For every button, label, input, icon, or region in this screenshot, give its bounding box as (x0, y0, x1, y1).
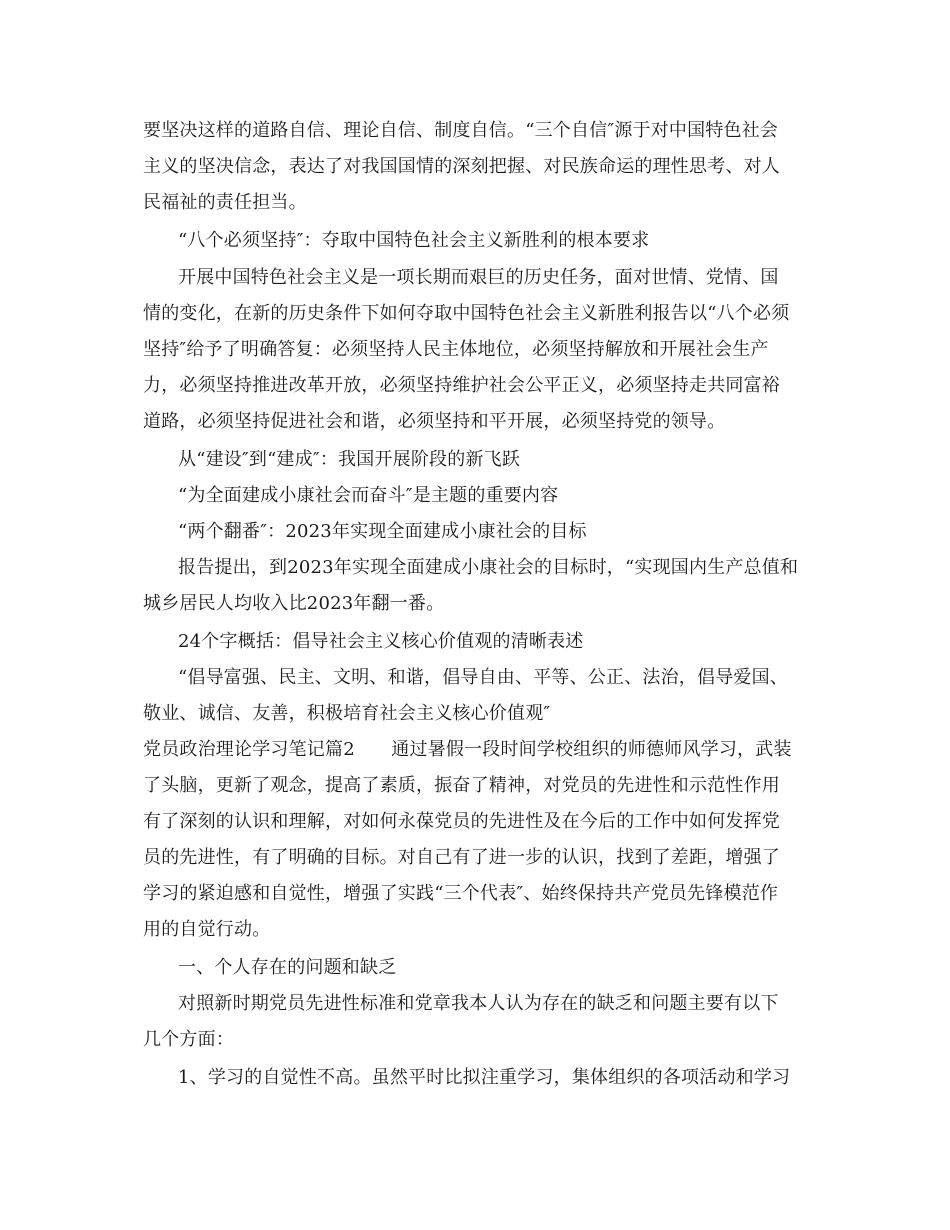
text-line: 民福祉的责任担当。 (143, 192, 307, 213)
text-line: 主义的坚决信念，表达了对我国国情的深刻把握、对民族命运的理性思考、对人 (143, 156, 780, 177)
text-line: 学习的紧迫感和自觉性，增强了实践“三个代表″、始终保持共产党员先锋模范作 (143, 883, 779, 904)
text-line: 对照新时期党员先进性标准和党章我本人认为存在的缺乏和问题主要有以下 (178, 993, 779, 1014)
text-line: 几个方面： (143, 1029, 234, 1050)
article-title-line: 党员政治理论学习笔记篇2 通过暑假一段时间学校组织的师德师风学习，武装 (143, 739, 792, 760)
section-heading: “两个翻番″：2023年实现全面建成小康社会的目标 (178, 521, 587, 542)
text-line: 员的先进性，有了明确的目标。对自己有了进一步的认识，找到了差距，增强了 (143, 847, 780, 868)
text-line: “倡导富强、民主、文明、和谐，倡导自由、平等、公正、法治，倡导爱国、 (178, 667, 788, 688)
text-line: 道路，必须坚持促进社会和谐，必须坚持和平开展，必须坚持党的领导。 (143, 411, 726, 432)
section-heading: “八个必须坚持″：夺取中国特色社会主义新胜利的根本要求 (178, 230, 650, 251)
text-line: 坚持″给予了明确答复：必须坚持人民主体地位，必须坚持解放和开展社会生产 (143, 339, 769, 360)
text-line: 城乡居民人均收入比2023年翻一番。 (143, 593, 445, 614)
text-line: 报告提出，到2023年实现全面建成小康社会的目标时，“实现国内生产总值和 (178, 557, 799, 578)
text-line: 要坚决这样的道路自信、理论自信、制度自信。“三个自信″源于对中国特色社会 (143, 120, 779, 141)
text-line: 有了深刻的认识和理解，对如何永葆党员的先进性及在今后的工作中如何发挥党 (143, 811, 780, 832)
text-line: 了头脑，更新了观念，提高了素质，振奋了精神，对党员的先进性和示范性作用 (143, 775, 780, 796)
section-heading: 24个字概括：倡导社会主义核心价值观的清晰表述 (178, 631, 584, 652)
section-heading: 从“建设″到“建成″：我国开展阶段的新飞跃 (178, 449, 521, 470)
text-line: 1、学习的自觉性不高。虽然平时比拟注重学习，集体组织的各项活动和学习 (178, 1067, 791, 1088)
section-heading: 一、个人存在的问题和缺乏 (178, 957, 397, 978)
text-line: 情的变化，在新的历史条件下如何夺取中国特色社会主义新胜利报告以“八个必须 (143, 303, 790, 324)
text-line: 力，必须坚持推进改革开放，必须坚持维护社会公平正义，必须坚持走共同富裕 (143, 375, 780, 396)
text-line: 用的自觉行动。 (143, 919, 271, 940)
section-heading: “为全面建成小康社会而奋斗″是主题的重要内容 (178, 485, 559, 506)
text-line: 敬业、诚信、友善，积极培育社会主义核心价值观″ (143, 703, 551, 724)
text-line: 开展中国特色社会主义是一项长期而艰巨的历史任务，面对世情、党情、国 (178, 267, 779, 288)
